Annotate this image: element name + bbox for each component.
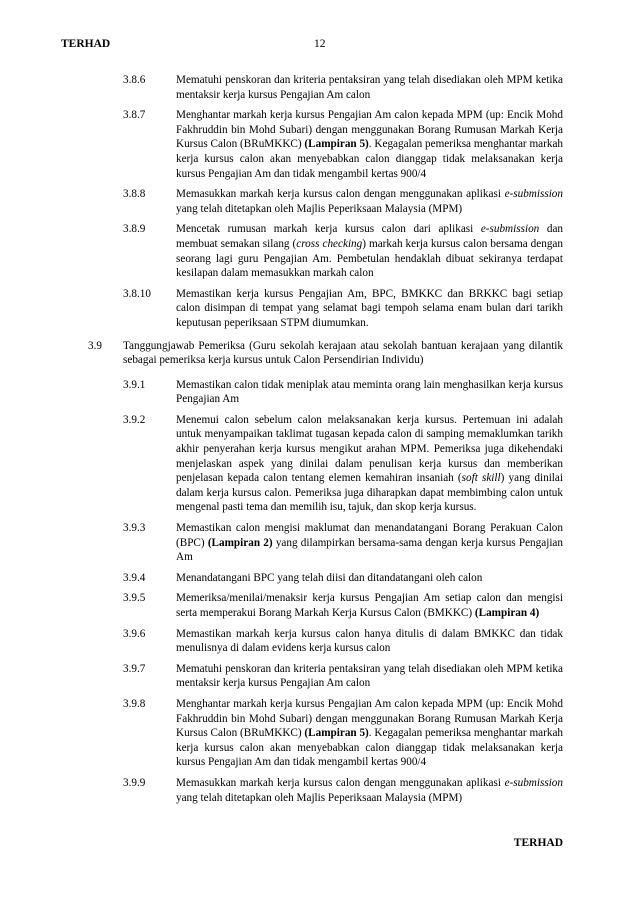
list-item <box>123 287 563 331</box>
item-number: 3.8.8 <box>123 188 146 201</box>
list-item <box>123 697 563 770</box>
section-text: Tanggungjawab Pemeriksa (Guru sekolah kerajaan atau sekolah bantuan kerajaan yang dilantik sebagai pemeriksa kerja kursus untuk Calon Persendirian Individu) <box>123 339 563 367</box>
document-body <box>61 73 563 811</box>
section-heading-3-9 <box>88 339 563 368</box>
item-text: Menghantar markah kerja kursus Pengajian Am calon kepada MPM (up: Encik Mohd Fakhruddin bin Mohd Subari) dengan menggunakan Borang Rumusan Markah Kerja Kursus Calon (BRuMKKC) (Lampiran 5). Kegagalan pemeriksa menghantar markah kerja kursus calon akan menyebabkan calon dianggap tidak melaksanakan kerja kursus Pengajian Am dan tidak mengambil kertas 900/4 <box>176 697 564 769</box>
item-number: 3.9.1 <box>123 378 146 391</box>
item-text: Menemui calon sebelum calon melaksanakan kerja kursus. Pertemuan ini adalah untuk menyampaikan taklimat tugasan kepada calon di samping memaklumkan tarikh akhir penyerahan kerja kursus mengikut arahan MPM. Pemeriksa juga dikehendaki menjelaskan aspek yang dinilai dalam penulisan kerja kursus dan memberikan penjelasan kepada calon tentang elemen kemahiran insaniah (soft skill) yang dinilai dalam kerja kursus calon. Pemeriksa juga diharapkan dapat membimbing calon untuk mengenal pasti tema dan memilih isu, tajuk, dan skop kerja kursus. <box>176 413 563 514</box>
list-item <box>123 521 563 565</box>
list-item <box>123 378 563 407</box>
item-text: Mencetak rumusan markah kerja kursus calon dari aplikasi e-submission dan membuat semakan silang (cross checking) markah kerja kursus calon bersama dengan seorang lagi guru Pengajian Am. Pembetulan hendaklah dibuat sekiranya terdapat kesilapan dalam memasukkan markah calon <box>176 223 564 280</box>
item-text: Menandatangani BPC yang telah diisi dan ditandatangani oleh calon <box>176 571 483 584</box>
section-number: 3.9 <box>88 339 102 352</box>
list-item <box>123 108 563 181</box>
list-item <box>123 187 563 216</box>
item-number: 3.8.9 <box>123 223 146 236</box>
item-text: Mematuhi penskoran dan kriteria pentaksiran yang telah disediakan oleh MPM ketika mentaksir kerja kursus Pengajian Am calon <box>176 662 563 690</box>
item-text: Memasukkan markah kerja kursus calon dengan menggunakan aplikasi e-submission yang telah ditetapkan oleh Majlis Peperiksaan Malaysia (MPM) <box>176 188 563 215</box>
item-number: 3.9.9 <box>123 776 146 789</box>
page-number: 12 <box>314 38 326 50</box>
item-text: Memastikan kerja kursus Pengajian Am, BPC, BMKKC dan BRKKC bagi setiap calon disimpan di tempat yang selamat bagi tempoh selama enam bulan dari tarikh keputusan peperiksaan STPM diumumkan. <box>176 287 563 329</box>
item-number: 3.9.8 <box>123 697 146 710</box>
item-number: 3.8.10 <box>123 287 151 300</box>
item-text: Memasukkan markah kerja kursus calon dengan menggunakan aplikasi e-submission yang telah ditetapkan oleh Majlis Peperiksaan Malaysia (MPM) <box>176 776 563 804</box>
list-item <box>123 413 563 515</box>
section-3-8-list <box>61 73 563 331</box>
item-text: Menghantar markah kerja kursus Pengajian Am calon kepada MPM (up: Encik Mohd Fakhruddin bin Mohd Subari) dengan menggunakan Borang Rumusan Markah Kerja Kursus Calon (BRuMKKC) (Lampiran 5). Kegagalan pemeriksa menghantar markah kerja kursus calon akan menyebabkan calon dianggap tidak melaksanakan kerja kursus Pengajian Am dan tidak mengambil kertas 900/4 <box>176 109 564 180</box>
item-text: Memastikan calon mengisi maklumat dan menandatangani Borang Perakuan Calon (BPC) (Lampiran 2) yang dilampirkan bersama-sama dengan kerja kursus Pengajian Am <box>176 522 563 564</box>
item-text: Memastikan markah kerja kursus calon hanya ditulis di dalam BMKKC dan tidak menulisnya di dalam evidens kerja kursus calon <box>176 627 563 655</box>
list-item <box>123 662 563 691</box>
item-number: 3.9.7 <box>123 662 146 675</box>
list-item <box>123 222 563 280</box>
header-classification: TERHAD <box>61 38 111 50</box>
item-text: Memastikan calon tidak meniplak atau meminta orang lain menghasilkan kerja kursus Pengajian Am <box>176 378 563 406</box>
item-number: 3.9.3 <box>123 522 146 535</box>
footer-classification: TERHAD <box>513 837 563 849</box>
item-number: 3.9.6 <box>123 627 146 640</box>
list-item <box>123 571 563 586</box>
list-item <box>123 627 563 656</box>
item-number: 3.9.2 <box>123 413 146 426</box>
list-item <box>123 73 563 102</box>
section-3-9-list <box>61 378 563 805</box>
item-text: Mematuhi penskoran dan kriteria pentaksiran yang telah disediakan oleh MPM ketika mentaksir kerja kursus Pengajian Am calon <box>176 74 563 101</box>
item-number: 3.8.6 <box>123 74 146 86</box>
list-item <box>123 776 563 805</box>
item-number: 3.8.7 <box>123 109 146 122</box>
item-text: Memeriksa/menilai/menaksir kerja kursus Pengajian Am setiap calon dan mengisi serta memperakui Borang Markah Kerja Kursus Calon (BMKKC) (Lampiran 4) <box>176 592 563 619</box>
item-number: 3.9.5 <box>123 592 146 605</box>
list-item <box>123 591 563 620</box>
item-number: 3.9.4 <box>123 571 146 584</box>
